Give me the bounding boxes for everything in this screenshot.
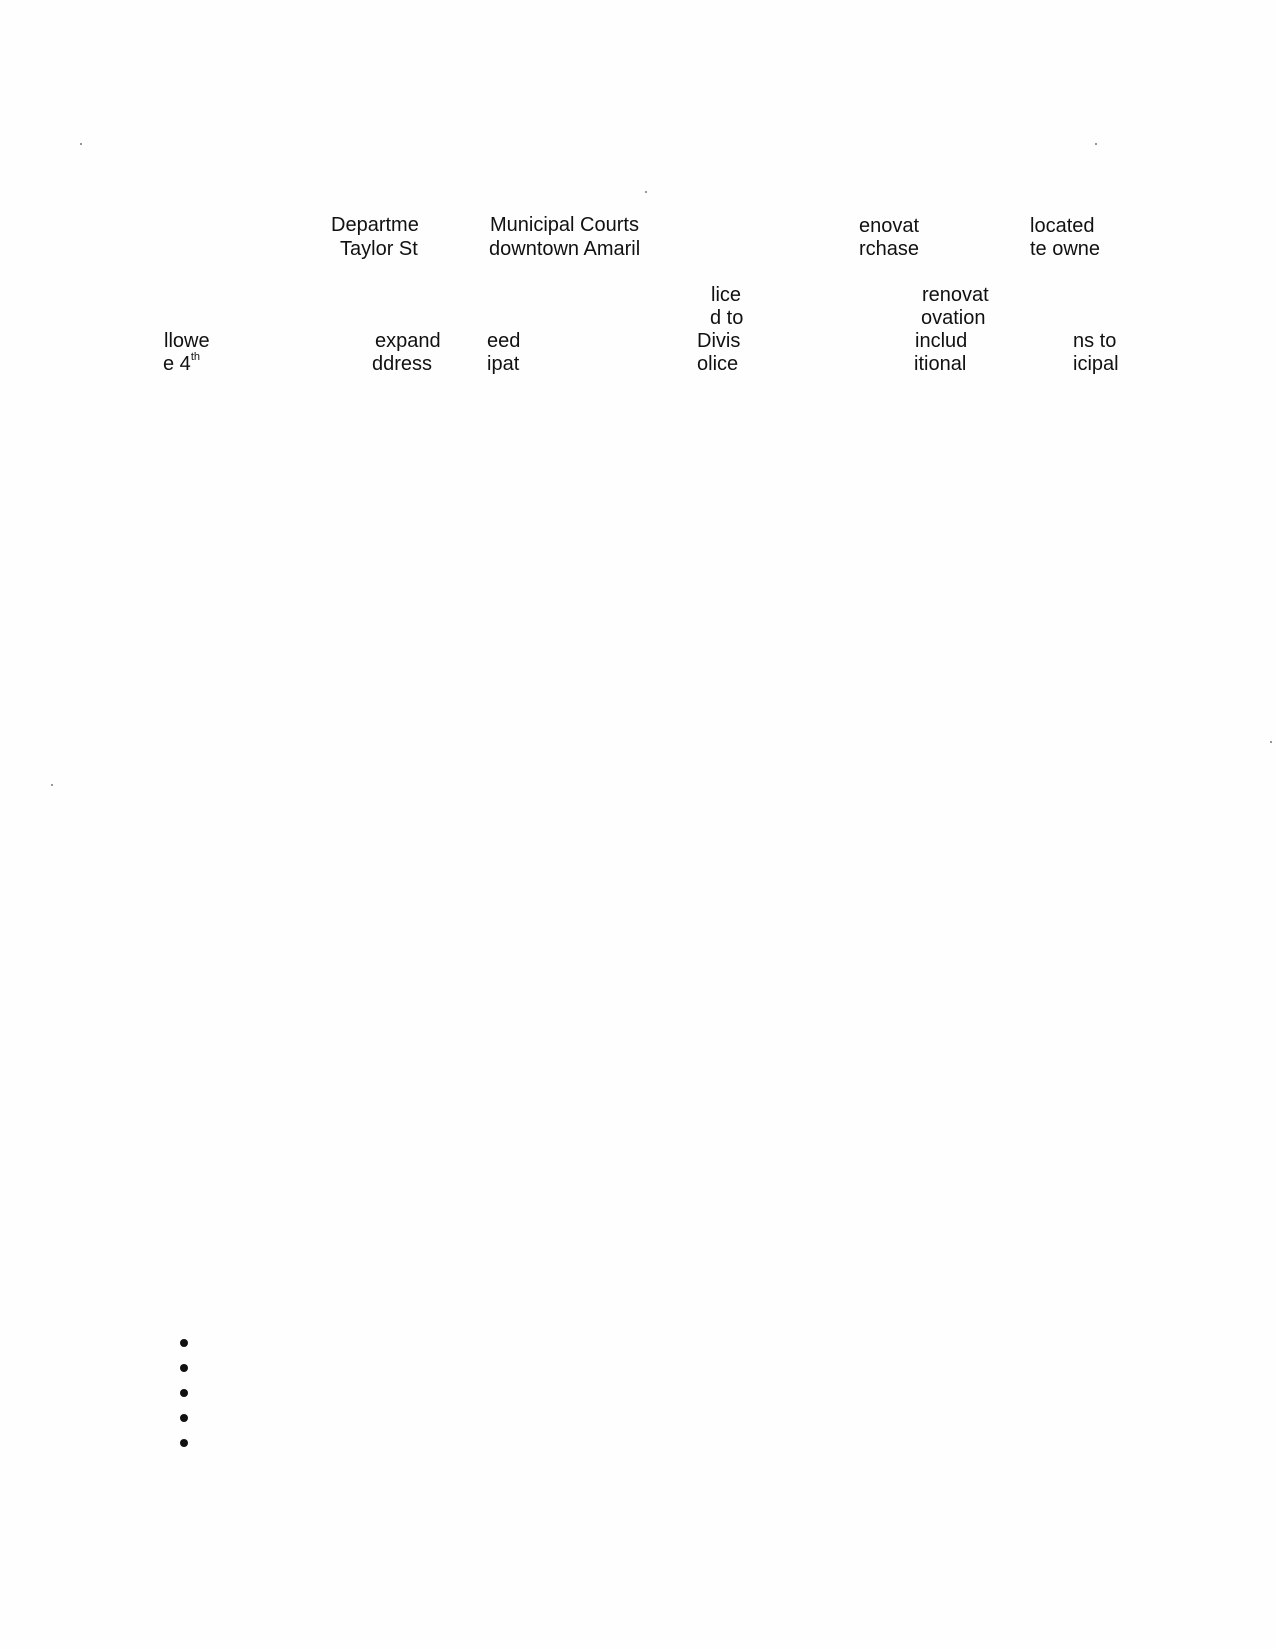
text-fragment: te owne [1030, 238, 1101, 260]
scan-speck [645, 191, 647, 193]
text-fragment: ipat [487, 353, 520, 375]
text-fragment: expand [375, 330, 441, 352]
text-fragment [163, 352, 200, 376]
text-fragment: downtown Amaril [489, 238, 641, 260]
text-fragment: located [1030, 215, 1095, 237]
text-fragment: renovat [922, 284, 989, 306]
text-fragment: Municipal Courts [490, 214, 639, 236]
bullet-marker [180, 1414, 188, 1422]
text-fragment: enovat [859, 215, 920, 237]
text-fragment: Departme [331, 214, 419, 236]
text-fragment: olice [697, 353, 739, 375]
text-fragment: llowe [164, 330, 210, 352]
text-fragment: d to [710, 307, 744, 329]
text-fragment: Divis [697, 330, 741, 352]
text-fragment: lice [711, 284, 742, 306]
text-fragment: Taylor St [340, 238, 418, 260]
text-fragment: includ [915, 330, 968, 352]
text-fragment: ddress [372, 353, 433, 375]
scan-speck [51, 784, 53, 786]
scan-speck [1095, 143, 1097, 145]
ordinal-suffix: th [190, 351, 200, 364]
text-fragment: rchase [859, 238, 920, 260]
text-fragment: eed [487, 330, 521, 352]
text-fragment-main: e 4 [163, 353, 191, 375]
scan-speck [80, 143, 82, 145]
bullet-marker [180, 1364, 188, 1372]
bullet-marker [180, 1339, 188, 1347]
bullet-marker [180, 1389, 188, 1397]
text-fragment: icipal [1073, 353, 1119, 375]
text-fragment: itional [914, 353, 967, 375]
scan-speck [1270, 741, 1272, 743]
text-fragment: ovation [921, 307, 986, 329]
bullet-marker [180, 1439, 188, 1447]
text-fragment: ns to [1073, 330, 1117, 352]
